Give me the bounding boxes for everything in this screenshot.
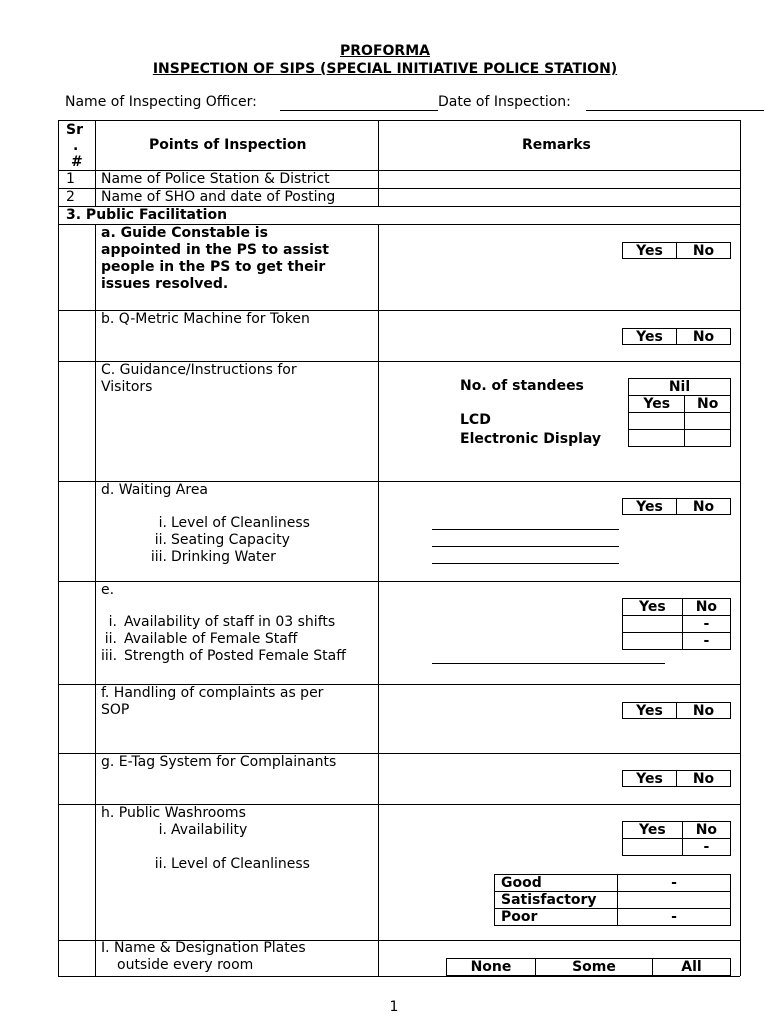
display-yes-cell[interactable] <box>629 430 685 447</box>
item-e-ii-num: ii. <box>104 631 117 647</box>
item-e-title: e. <box>101 582 115 598</box>
all-option[interactable]: All <box>653 959 731 976</box>
shifts-yes-cell[interactable] <box>623 616 683 633</box>
item-h-title: h. Public Washrooms <box>101 805 246 821</box>
row1-label: Name of Police Station & District <box>101 171 330 187</box>
item-h-ii: Level of Cleanliness <box>171 856 310 872</box>
item-d-iii: Drinking Water <box>171 549 276 565</box>
item-b-label: b. Q-Metric Machine for Token <box>101 311 310 327</box>
item-a-line2: appointed in the PS to assist <box>101 242 329 258</box>
no-header: No <box>682 822 730 839</box>
female-yes-cell[interactable] <box>623 633 683 650</box>
yes-header: Yes <box>623 599 683 616</box>
item-i-line2: outside every room <box>117 957 254 973</box>
item-d-title: d. Waiting Area <box>101 482 209 498</box>
item-g-label: g. E-Tag System for Complainants <box>101 754 337 770</box>
poor-label: Poor <box>495 909 618 926</box>
satisfactory-label: Satisfactory <box>495 892 618 909</box>
item-e-iii: Strength of Posted Female Staff <box>124 648 346 664</box>
none-option[interactable]: None <box>447 959 536 976</box>
item-a-line1: a. Guide Constable is <box>101 225 268 241</box>
col-remarks: Remarks <box>522 137 591 153</box>
item-h-grid <box>622 821 731 856</box>
no-header: No <box>682 599 730 616</box>
date-blank[interactable] <box>586 110 764 111</box>
no-option[interactable]: No <box>676 771 730 786</box>
lcd-yes-cell[interactable] <box>629 413 685 430</box>
yes-option[interactable]: Yes <box>636 771 663 787</box>
no-header: No <box>685 396 731 413</box>
item-e-ii: Available of Female Staff <box>124 631 298 647</box>
col-sr-dot: . <box>73 138 79 154</box>
item-a-yes-no[interactable] <box>622 242 731 259</box>
item-c-grid <box>628 378 731 447</box>
item-f-line1: f. Handling of complaints as per <box>101 685 324 701</box>
item-e-grid <box>622 598 731 650</box>
col-sr: Sr <box>66 122 83 138</box>
item-d-i-num: i. <box>158 515 167 531</box>
form-title: PROFORMA <box>340 43 430 59</box>
display-no-cell[interactable] <box>685 430 731 447</box>
good-cell[interactable]: - <box>618 875 731 892</box>
col-sr-hash: # <box>71 154 83 170</box>
item-h-i: Availability <box>171 822 248 838</box>
strength-blank[interactable] <box>432 663 665 664</box>
row1-number: 1 <box>66 171 75 187</box>
yes-option[interactable]: Yes <box>636 499 663 515</box>
yes-header: Yes <box>629 396 685 413</box>
col-points: Points of Inspection <box>149 137 307 153</box>
availability-no-cell[interactable]: - <box>682 839 730 856</box>
item-a-line4: issues resolved. <box>101 276 229 292</box>
some-option[interactable]: Some <box>536 959 653 976</box>
lcd-label: LCD <box>460 412 491 428</box>
item-e-i-num: i. <box>108 614 117 630</box>
item-e-i: Availability of staff in 03 shifts <box>124 614 336 630</box>
form-subtitle: INSPECTION OF SIPS (SPECIAL INITIATIVE POLICE STATION) <box>152 61 618 77</box>
item-g-yes-no[interactable] <box>622 770 731 787</box>
item-d-ii: Seating Capacity <box>171 532 290 548</box>
table-border <box>58 120 740 121</box>
water-blank[interactable] <box>432 563 619 564</box>
cleanliness-blank[interactable] <box>432 529 619 530</box>
no-option[interactable]: No <box>676 329 730 344</box>
no-option[interactable]: No <box>676 243 730 258</box>
yes-option[interactable]: Yes <box>636 703 663 719</box>
section-public-facilitation: 3. Public Facilitation <box>66 207 228 223</box>
officer-blank[interactable] <box>280 110 438 111</box>
no-option[interactable]: No <box>676 703 730 718</box>
item-h-i-num: i. <box>158 822 167 838</box>
row2-number: 2 <box>66 189 75 205</box>
item-d-ii-num: ii. <box>154 532 167 548</box>
cleanliness-grid <box>494 874 731 926</box>
item-i-line1: I. Name & Designation Plates <box>101 940 306 956</box>
item-d-yes-no[interactable] <box>622 498 731 515</box>
nil-cell[interactable]: Nil <box>629 379 731 396</box>
item-f-yes-no[interactable] <box>622 702 731 719</box>
lcd-no-cell[interactable] <box>685 413 731 430</box>
yes-header: Yes <box>623 822 683 839</box>
item-b-yes-no[interactable] <box>622 328 731 345</box>
availability-yes-cell[interactable] <box>623 839 683 856</box>
date-label: Date of Inspection: <box>438 94 571 110</box>
item-d-i: Level of Cleanliness <box>171 515 310 531</box>
yes-option[interactable]: Yes <box>636 329 663 345</box>
officer-label: Name of Inspecting Officer: <box>65 94 257 110</box>
good-label: Good <box>495 875 618 892</box>
shifts-no-cell[interactable]: - <box>682 616 730 633</box>
page-number: 1 <box>389 999 399 1015</box>
item-f-line2: SOP <box>101 702 130 718</box>
item-d-iii-num: iii. <box>150 549 167 565</box>
no-option[interactable]: No <box>676 499 730 514</box>
standees-label: No. of standees <box>460 378 584 394</box>
item-h-ii-num: ii. <box>154 856 167 872</box>
satisfactory-cell[interactable] <box>618 892 731 909</box>
plates-grid <box>446 958 731 976</box>
electronic-display-label: Electronic Display <box>460 431 602 447</box>
item-e-iii-num: iii. <box>101 648 118 664</box>
item-a-line3: people in the PS to get their <box>101 259 326 275</box>
item-c-line1: C. Guidance/Instructions for <box>101 362 297 378</box>
item-c-line2: Visitors <box>101 379 153 395</box>
yes-option[interactable]: Yes <box>636 243 663 259</box>
seating-blank[interactable] <box>432 546 619 547</box>
row2-label: Name of SHO and date of Posting <box>101 189 336 205</box>
poor-cell[interactable]: - <box>618 909 731 926</box>
female-no-cell[interactable]: - <box>682 633 730 650</box>
